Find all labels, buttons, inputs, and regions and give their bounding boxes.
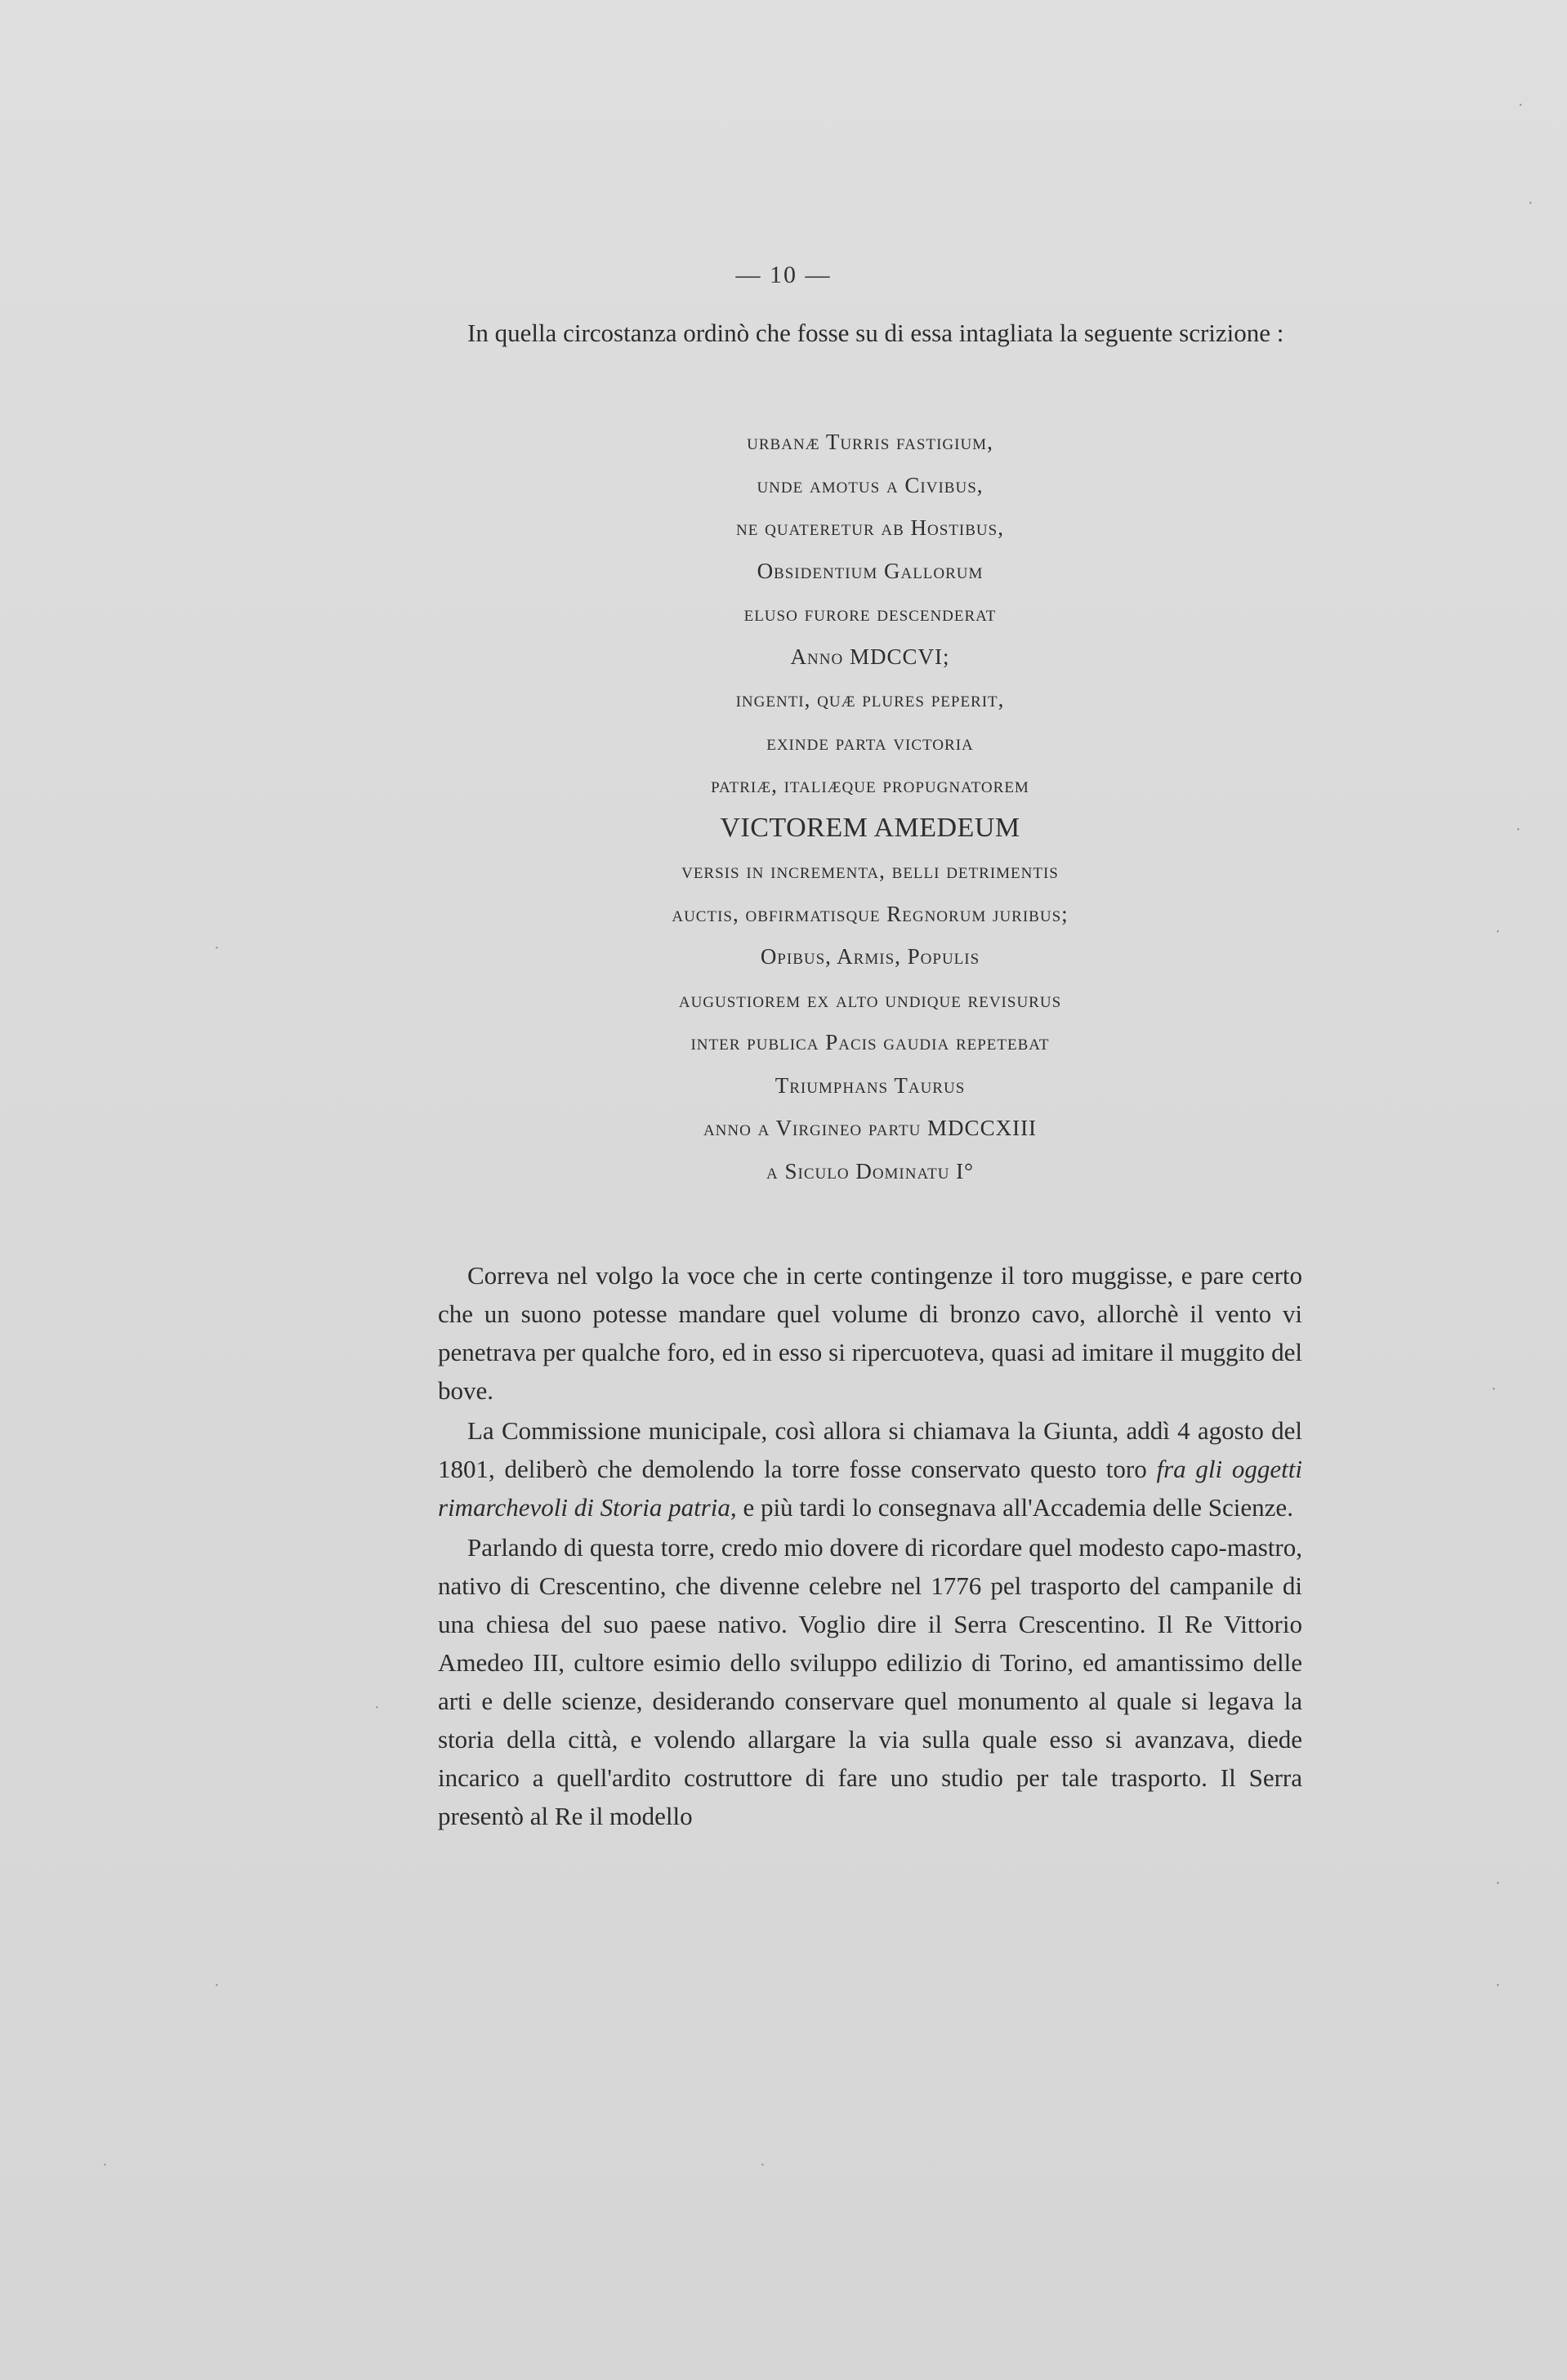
- intro-paragraph: [438, 314, 1302, 352]
- paper-speck: ·: [1518, 96, 1524, 114]
- paper-speck: ·: [214, 1977, 220, 1994]
- inscription-line: anno a Virgineo partu MDCCXIII: [703, 1116, 1038, 1140]
- paper-speck: ·: [374, 1699, 380, 1717]
- inscription-line: inter publica Pacis gaudia repetebat: [690, 1030, 1050, 1054]
- inscription: [438, 421, 1302, 1192]
- paper-speck: ·: [1516, 821, 1521, 839]
- inscription-line: ne quateretur ab Hostibus,: [736, 515, 1004, 540]
- page-number: — 10 —: [735, 261, 832, 288]
- paragraph-2-text: La Commissione municipale, così allora si chiamava la Giunta, addì 4 agosto del 1801, deliberò che demolendo la torre fosse conservato questo toro: [438, 1416, 1302, 1483]
- inscription-line-name: VICTOREM AMEDEUM: [720, 812, 1020, 843]
- inscription-line: auctis, obfirmatisque Regnorum juribus;: [672, 901, 1069, 926]
- paper-speck: ·: [102, 2156, 108, 2174]
- paper-speck: ·: [1495, 923, 1501, 941]
- inscription-line: urbanæ Turris fastigium,: [747, 430, 993, 454]
- paper-speck: ·: [214, 939, 220, 957]
- paper-speck: ·: [760, 2156, 766, 2174]
- inscription-line: unde amotus a Civibus,: [757, 472, 984, 497]
- body-text: [438, 1256, 1302, 1837]
- paragraph-2-text-end: e più tardi lo consegnava all'Accademia delle Scienze.: [736, 1493, 1293, 1522]
- inscription-line: eluso furore descenderat: [743, 601, 997, 626]
- inscription-line: a Siculo Dominatu I°: [766, 1158, 974, 1183]
- paragraph-1: Correva nel volgo la voce che in certe contingenze il toro muggisse, e pare certo che un suono potesse mandare quel volume di bronzo cavo, allorchè il vento vi penetrava per qualche foro, ed in esso si ripercuoteva, quasi ad imitare il muggito del bove.: [438, 1261, 1302, 1405]
- paragraph-2: [438, 1411, 1302, 1526]
- paragraph-3: Parlando di questa torre, credo mio dovere di ricordare quel modesto capo-mastro, nativo di Crescentino, che divenne celebre nel 1776 pel trasporto del campanile di una chiesa del suo paese nativo. Voglio dire il Serra Crescentino. Il Re Vittorio Amedeo III, cultore esimio dello sviluppo edilizio di Torino, ed amantissimo delle arti e delle scienze, desiderando conservare quel monumento al quale si legava la storia della città, e volendo allargare la via sulla quale esso si avanzava, diede incarico a quell'ardito costruttore di fare uno studio per tale trasporto. Il Serra presentò al Re il modello: [438, 1533, 1302, 1830]
- inscription-line: Obsidentium Gallorum: [757, 558, 984, 583]
- inscription-line: ingenti, quæ plures peperit,: [735, 687, 1005, 711]
- inscription-line: versis in incrementa, belli detrimentis: [681, 858, 1059, 883]
- paper-speck: ·: [1495, 1977, 1501, 1994]
- intro-text: In quella circostanza ordinò che fosse su di essa intagliata la seguente scrizione :: [467, 319, 1284, 347]
- inscription-line: augustiorem ex alto undique revisurus: [678, 987, 1062, 1012]
- paragraph-2-italic: fra gli oggetti rimarchevoli di Storia patria,: [438, 1455, 1302, 1522]
- inscription-line: Anno MDCCVI;: [790, 644, 950, 669]
- inscription-line: patriæ, italiæque propugnatorem: [711, 773, 1029, 797]
- paper-speck: ·: [1495, 1874, 1501, 1892]
- paper-speck: ·: [1491, 1380, 1497, 1398]
- inscription-line: Opibus, Armis, Populis: [760, 944, 980, 969]
- paper-speck: ·: [1528, 194, 1534, 212]
- inscription-line: exinde parta victoria: [766, 729, 974, 755]
- inscription-line: Triumphans Taurus: [775, 1072, 966, 1098]
